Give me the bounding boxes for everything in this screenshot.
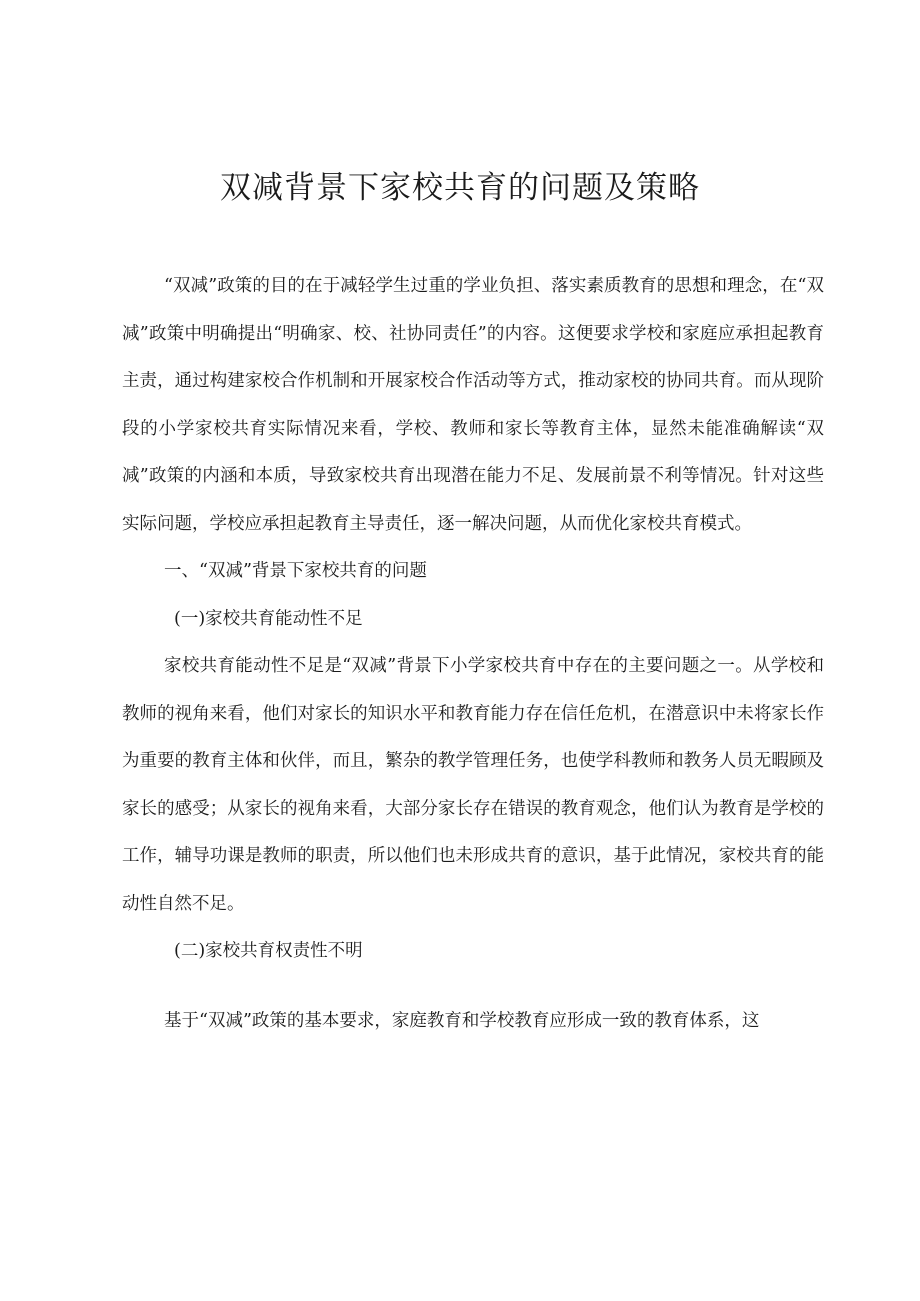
body-paragraph: 家校共育能动性不足是“双减”背景下小学家校共育中存在的主要问题之一。从学校和教师的视角来看，他们对家长的知识水平和教育能力存在信任危机，在潜意识中未将家长作为重要的教育主体和伙伴，而且，繁杂的教学管理任务，也使学科教师和教务人员无暇顾及家长的感受；从家长的视角来看，大部分家长存在错误的教育观念，他们认为教育是学校的工作，辅导功课是教师的职责，所以他们也未形成共育的意识，基于此情况，家校共育的能动性自然不足。 [122, 656, 824, 914]
body-paragraph-cutoff: 基于“双减”政策的基本要求，家庭教育和学校教育应形成一致的教育体系，这 [164, 1010, 760, 1031]
document-body [122, 263, 824, 1045]
subsection-heading-1: (一)家校共育能动性不足 [174, 608, 363, 629]
intro-paragraph: “双减”政策的目的在于减轻学生过重的学业负担、落实素质教育的思想和理念，在“双减”政策中明确提出“明确家、校、社协同责任”的内容。这便要求学校和家庭应承担起教育主责，通过构建家校合作机制和开展家校合作活动等方式，推动家校的协同共育。而从现阶段的小学家校共育实际情况来看，学校、教师和家长等教育主体，显然未能准确解读“双减”政策的内涵和本质，导致家校共育出现潜在能力不足、发展前景不利等情况。针对这些实际问题，学校应承担起教育主导责任，逐一解决问题，从而优化家校共育模式。 [122, 276, 824, 534]
document-title: 双减背景下家校共育的问题及策略 [220, 170, 700, 206]
subsection-heading-2: (二)家校共育权责性不明 [174, 941, 363, 961]
section-heading-1: 一、“双减”背景下家校共育的问题 [164, 561, 427, 581]
